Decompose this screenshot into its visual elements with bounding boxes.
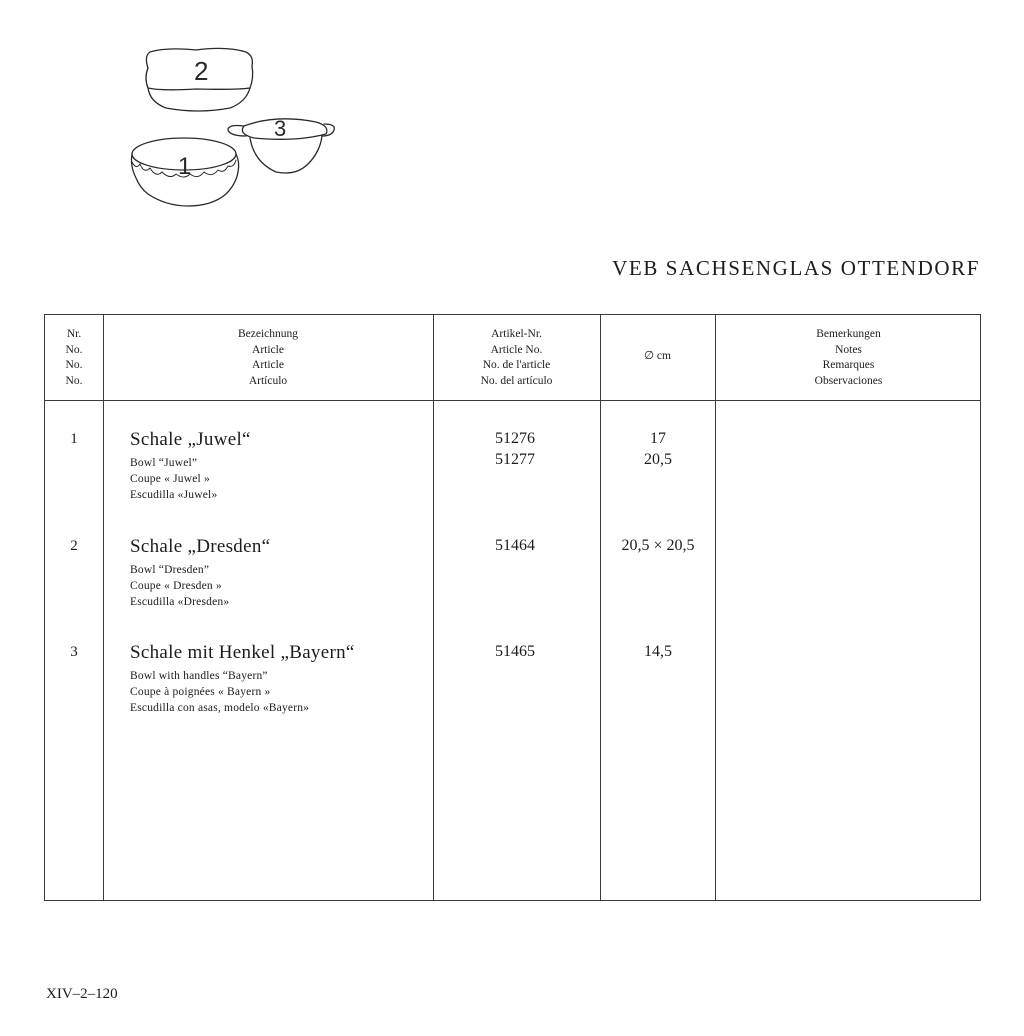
article-numbers: [435, 428, 595, 470]
diameter-value: 14,5: [644, 643, 672, 660]
header-article: Bezeichnung Article Article Artículo: [237, 328, 299, 387]
diameters: [601, 641, 715, 662]
article-numbers: [435, 641, 595, 662]
column-divider: [600, 315, 601, 900]
catalog-table: [44, 314, 981, 901]
header-nr: Nr. No. No. No.: [65, 328, 83, 387]
translation-fr: Coupe « Dresden »: [130, 580, 222, 592]
bowls-illustration: [126, 44, 346, 216]
header-notes: Bemerkungen Notes Remarques Observaciones: [814, 328, 883, 387]
diameters: [601, 428, 715, 470]
header-diameter: ∅ cm: [644, 350, 671, 362]
translation-en: Bowl “Juwel”: [130, 457, 198, 469]
column-divider: [103, 315, 104, 900]
translation-fr: Coupe à poignées « Bayern »: [130, 686, 271, 698]
header-divider: [45, 400, 980, 401]
translation-fr: Coupe « Juwel »: [130, 473, 210, 485]
article-name: Schale mit Henkel „Bayern“: [130, 642, 355, 663]
header-article-no: Artikel-Nr. Article No. No. de l'article No. del artículo: [480, 328, 553, 387]
article-numbers: [435, 535, 595, 556]
translation-es: Escudilla con asas, modelo «Bayern»: [130, 702, 310, 714]
article-number: 51464: [495, 537, 535, 554]
translation-en: Bowl with handles “Bayern”: [130, 670, 268, 682]
row-number: 2: [70, 538, 78, 554]
article-number: 51276: [495, 430, 535, 447]
article-name: Schale „Dresden“: [130, 536, 271, 557]
callout-1: 1: [178, 153, 192, 180]
diameters: [601, 535, 715, 556]
article-description: [130, 535, 430, 610]
callout-2: 2: [194, 56, 209, 86]
translation-es: Escudilla «Dresden»: [130, 596, 230, 608]
article-description: [130, 641, 430, 716]
article-number: 51465: [495, 643, 535, 660]
bowl-2-body: [148, 88, 250, 111]
row-number: 3: [70, 644, 78, 660]
bowl-3-body: [250, 136, 322, 173]
diameter-value: 20,5: [644, 451, 672, 468]
row-number: 1: [70, 431, 78, 447]
diameter-value: 20,5 × 20,5: [621, 537, 695, 554]
column-divider: [433, 315, 434, 900]
article-number: 51277: [495, 451, 535, 468]
article-name: Schale „Juwel“: [130, 429, 251, 450]
diameter-value: 17: [650, 430, 666, 447]
article-description: [130, 428, 430, 503]
page-code: XIV–2–120: [46, 986, 118, 1002]
company-name: VEB SACHSENGLAS OTTENDORF: [612, 256, 980, 280]
column-divider: [715, 315, 716, 900]
callout-3: 3: [274, 116, 287, 141]
translation-en: Bowl “Dresden”: [130, 564, 210, 576]
translation-es: Escudilla «Juwel»: [130, 489, 218, 501]
